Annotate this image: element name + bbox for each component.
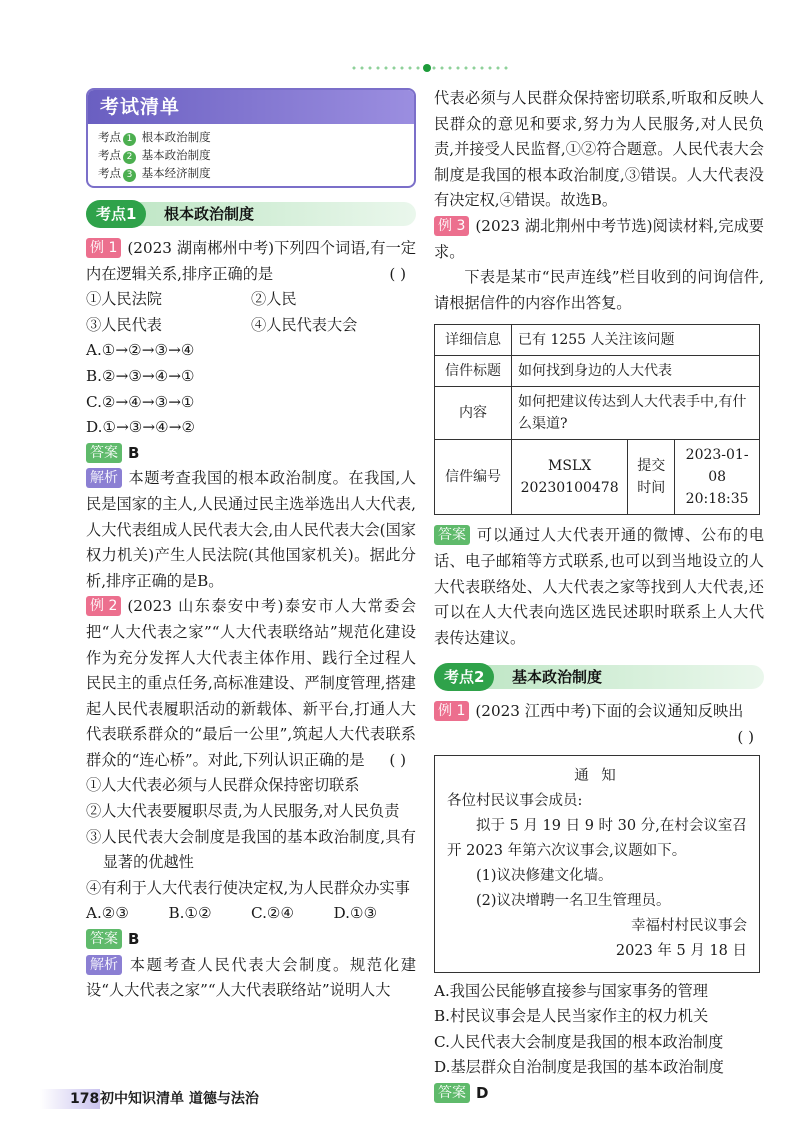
page-footer — [40, 1087, 440, 1111]
example-1-option-c: C.②→④→③→① — [86, 392, 195, 411]
letter-info-table: 详细信息 已有 1255 人关注该问题 信件标题 如何找到身边的人大代表 内容 如何把建议传达到人大代表手中,有什么渠道? 信件编号 MSLX 20230100478 提交时间 2023-01-08 20:18:35 — [434, 324, 760, 515]
section-title: 根本政治制度 — [164, 205, 255, 223]
analysis-tag: 解析 — [86, 468, 122, 488]
example-tag: 例 2 — [86, 596, 121, 616]
section-header-2 — [434, 663, 764, 691]
example-2-item-4: ④有利于人大代表行使决定权,为人民群众办实事 — [86, 878, 410, 897]
answer-tag: 答案 — [434, 1083, 470, 1103]
example-4-option-b: B.村民议事会是人民当家作主的权力机关 — [434, 1007, 709, 1026]
example-2-analysis-continued: 代表必须与人民群众保持密切联系,听取和反映人民群众的意见和要求,努力为人民服务,对人民负责,并接受人民监督,①②符合题意。人民代表大会制度是我国的根本政治制度,③错误。人大代表没有决定权,④错误。故选B。 — [434, 89, 764, 210]
top-dot-marker — [423, 64, 431, 72]
notice-signature: 幸福村村民议事会 — [631, 917, 747, 934]
section-pill: 考点1 — [86, 200, 146, 228]
example-1-items-row1: ①人民法院 ②人民 — [86, 290, 297, 309]
number-badge-icon: 3 — [123, 169, 136, 182]
example-4-answer: 答案 D — [434, 1081, 764, 1107]
answer-tag: 答案 — [86, 443, 122, 463]
exam-checklist-item-2: 考点 2 基本政治制度 — [98, 148, 211, 162]
book-title: 初中知识清单 道德与法治 — [100, 1091, 259, 1107]
left-column — [86, 88, 416, 1004]
example-tag: 例 1 — [434, 701, 469, 721]
example-1-analysis: 解析 本题考查我国的根本政治制度。在我国,人民是国家的主人,人民通过民主选举选出人大代表,人大代表组成人民代表大会,由人民代表大会(国家权力机关)产生人民法院(其他国家机关)。据此分析,排序正确的是B。 — [86, 469, 416, 590]
example-1-option-a: A.①→②→③→④ — [86, 341, 195, 360]
exam-checklist-box — [86, 88, 416, 188]
example-2-answer: 答案 B — [86, 927, 416, 953]
example-1-items-row2: ③人民代表 ④人民代表大会 — [86, 315, 358, 334]
example-3-intro: 下表是某市“民声连线”栏目收到的问询信件,请根据信件的内容作出答复。 — [434, 268, 764, 312]
example-2-item-2: ②人大代表要履职尽责,为人民服务,对人民负责 — [86, 802, 400, 821]
example-tag: 例 3 — [434, 216, 469, 236]
number-badge-icon: 2 — [123, 151, 136, 164]
example-4-stem: 例 1 (2023 江西中考)下面的会议通知反映出 — [434, 699, 764, 725]
page-number: 178 — [70, 1091, 100, 1107]
example-3-stem: 例 3 (2023 湖北荆州中考节选)阅读材料,完成要求。 — [434, 216, 764, 261]
example-4-paren: ( ) — [737, 727, 754, 746]
notice-title: 通 知 — [574, 767, 620, 784]
example-tag: 例 1 — [86, 238, 121, 258]
answer-tag: 答案 — [86, 929, 122, 949]
example-2-item-1: ①人大代表必须与人民群众保持密切联系 — [86, 776, 360, 795]
example-2-options: A.②③ B.①② C.②④ D.①③ — [86, 904, 378, 923]
notice-date: 2023 年 5 月 18 日 — [615, 942, 747, 959]
example-2-stem: 例 2 (2023 山东泰安中考)泰安市人大常委会把“人大代表之家”“人大代表联络站”规范化建设作为充分发挥人大代表主体作用、践行全过程人民民主的重点任务,高标准建设、严制度管理,搭建起人民代表履职活动的新载体、新平台,打通人大代表联系群众的“最后一公里”,筑起人大代表联系群众的“连心桥”。对此,下列认识正确的是 ( ) — [86, 597, 416, 769]
right-column — [434, 88, 764, 1106]
example-4-option-c: C.人民代表大会制度是我国的根本政治制度 — [434, 1032, 724, 1051]
section-header-1 — [86, 200, 416, 228]
analysis-tag: 解析 — [86, 955, 122, 975]
exam-checklist-title: 考试清单 — [88, 90, 414, 124]
answer-tag: 答案 — [434, 525, 470, 545]
example-2-analysis: 解析 本题考查人民代表大会制度。规范化建设“人大代表之家”“人大代表联络站”说明人大 — [86, 955, 416, 1000]
example-3-answer: 答案 可以通过人大代表开通的微博、公布的电话、电子邮箱等方式联系,也可以到当地设立的人大代表联络处、人大代表之家等找到人大代表,还可以在人大代表向选区选民述职时联系上人大代表传达建议。 — [434, 526, 764, 647]
number-badge-icon: 1 — [123, 133, 136, 146]
example-1-answer: 答案 B — [86, 441, 416, 467]
example-1-option-d: D.①→③→④→② — [86, 418, 196, 437]
section-pill: 考点2 — [434, 663, 494, 691]
example-1-option-b: B.②→③→④→① — [86, 366, 195, 385]
meeting-notice-box — [434, 755, 760, 973]
exam-checklist-item-1: 考点 1 根本政治制度 — [98, 130, 211, 144]
example-4-option-a: A.我国公民能够直接参与国家事务的管理 — [434, 981, 708, 1000]
notice-item-2: (2)议决增聘一名卫生管理员。 — [476, 892, 671, 909]
notice-item-1: (1)议决修建文化墙。 — [476, 867, 613, 884]
notice-body: 拟于 5 月 19 日 9 时 30 分,在村会议室召开 2023 年第六次议事会,议题如下。 — [447, 817, 747, 859]
notice-greeting: 各位村民议事会成员: — [447, 792, 583, 809]
example-2-item-3: ③人民代表大会制度是我国的基本政治制度,具有显著的优越性 — [86, 827, 416, 872]
section-title: 基本政治制度 — [512, 668, 603, 687]
example-4-option-d: D.基层群众自治制度是我国的基本政治制度 — [434, 1058, 724, 1077]
exam-checklist-item-3: 考点 3 基本经济制度 — [98, 166, 211, 180]
example-1-stem: 例 1 (2023 湖南郴州中考)下列四个词语,有一定内在逻辑关系,排序正确的是 ( ) — [86, 239, 416, 283]
